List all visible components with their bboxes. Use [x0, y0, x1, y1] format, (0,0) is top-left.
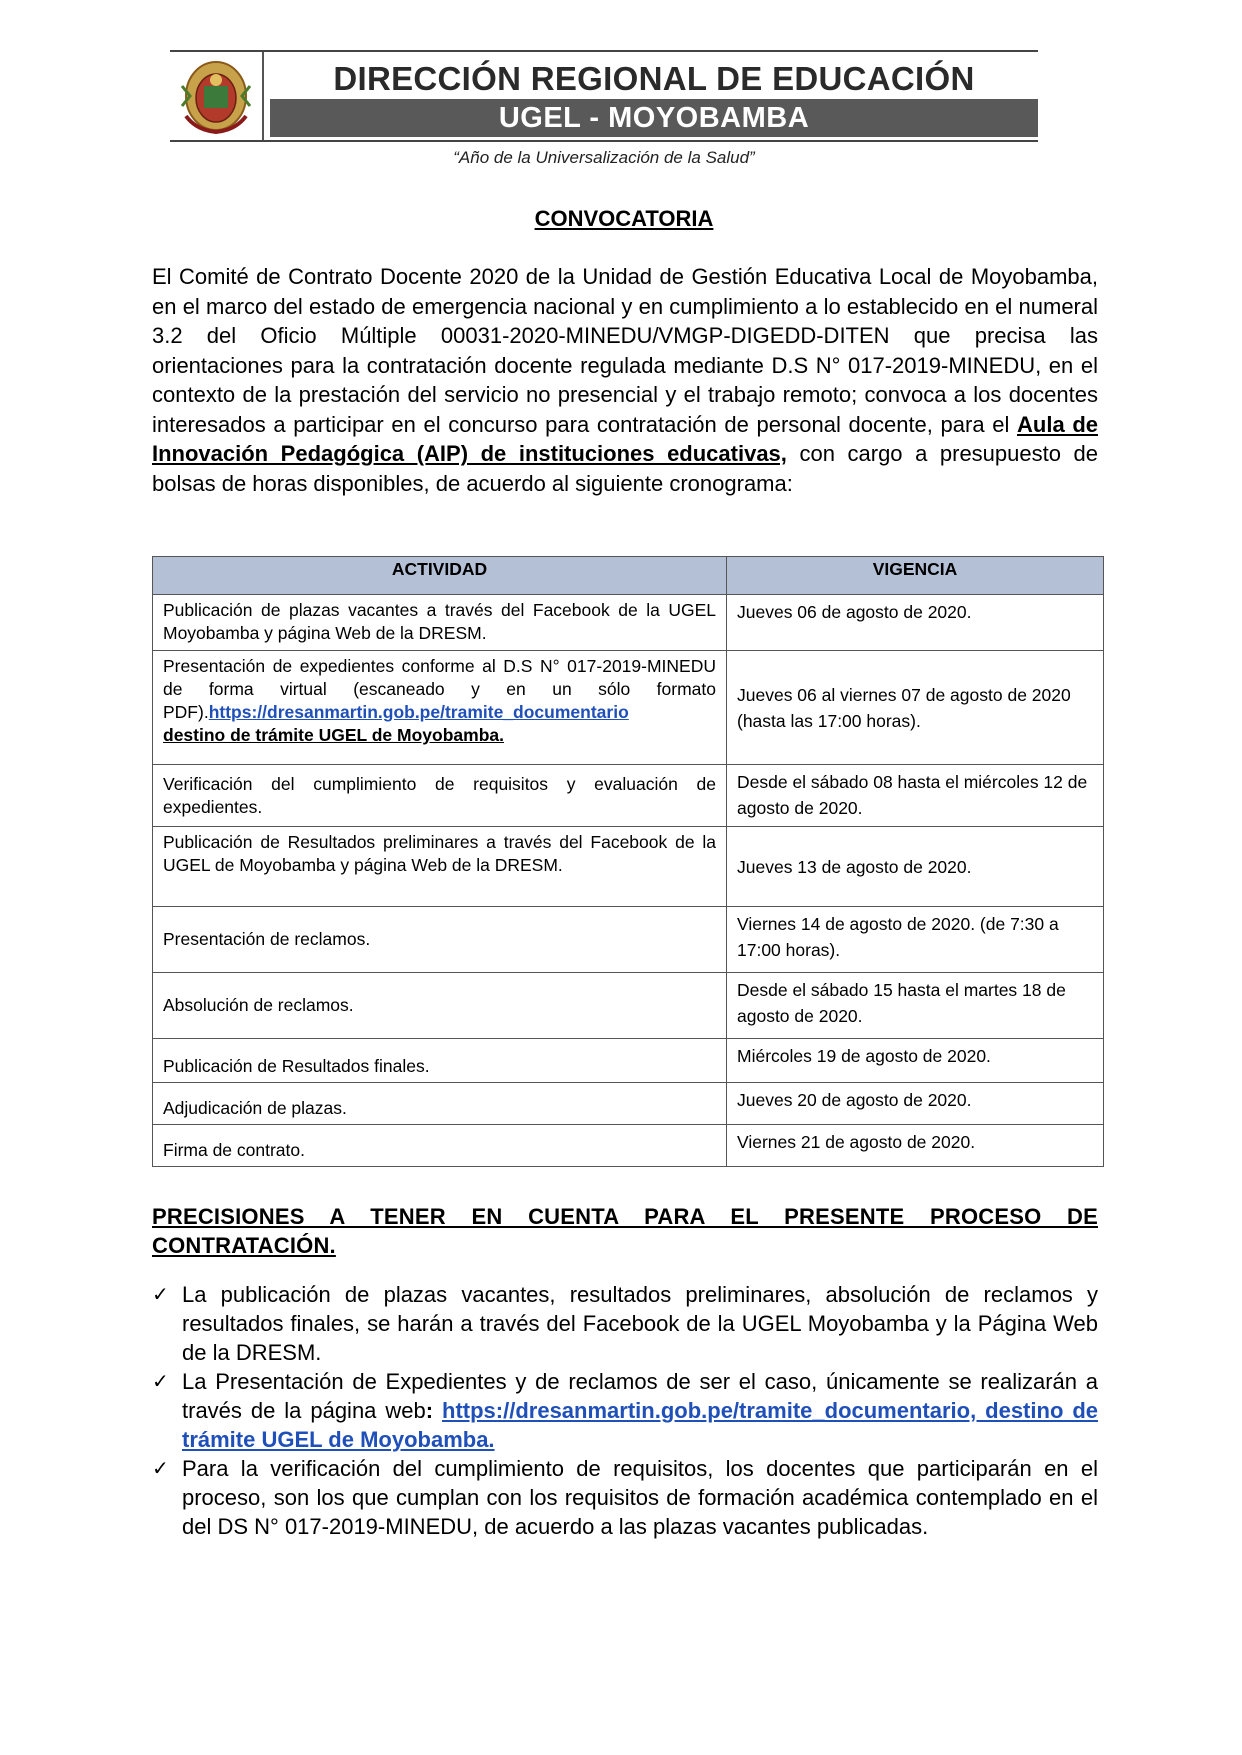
table-row [153, 973, 1104, 1039]
column-header-activity: ACTIVIDAD [153, 557, 727, 595]
letterhead [170, 48, 1038, 140]
schedule-table [152, 556, 1104, 1167]
table-row [153, 1039, 1104, 1083]
activity-cell: Adjudicación de plazas. [153, 1083, 727, 1125]
list-item [152, 1280, 1098, 1367]
header-separator [262, 52, 264, 140]
activity-cell: Firma de contrato. [153, 1125, 727, 1167]
check-mark-icon: ✓ [152, 1456, 169, 1480]
intro-paragraph [152, 262, 1098, 498]
table-row [153, 907, 1104, 973]
precisiones-list [152, 1280, 1098, 1541]
institution-title: DIRECCIÓN REGIONAL DE EDUCACIÓN [333, 60, 975, 97]
document-title: CONVOCATORIA [534, 206, 714, 231]
activity-cell: Publicación de Resultados preliminares a través del Facebook de la UGEL de Moyobamba y página Web de la DRESM. [153, 827, 727, 907]
table-row [153, 1125, 1104, 1167]
table-row [153, 595, 1104, 651]
table-row [153, 1083, 1104, 1125]
tramite-link[interactable]: https://dresanmartin.gob.pe/tramite_documentario [208, 702, 629, 722]
period-cell: Jueves 20 de agosto de 2020. [727, 1083, 1104, 1125]
activity-cell: Publicación de plazas vacantes a través del Facebook de la UGEL Moyobamba y página Web de la DRESM. [153, 595, 727, 651]
check-mark-icon: ✓ [152, 1369, 169, 1393]
column-header-period: VIGENCIA [727, 557, 1104, 595]
intro-text-1: El Comité de Contrato Docente 2020 de la Unidad de Gestión Educativa Local de Moyobamba, en el marco del estado de emergencia nacional y en cumplimiento a lo establecido en el numeral 3.2 del Oficio Múltiple 00031-2020-MINEDU/VMGP-DIGEDD-DITEN que precisa las orientaciones para la contratación docente regulada mediante D.S N° 017-2019-MINEDU, en el contexto de la prestación del servicio no presencial y el trabajo remoto; convoca a los docentes interesados a participar en el concurso para contratación de personal docente, para el [152, 264, 1098, 437]
institution-subtitle: UGEL - MOYOBAMBA [498, 102, 810, 134]
regional-crest-icon [176, 56, 256, 136]
tramite-link-2[interactable]: https://dresanmartin.gob.pe/tramite_documentario, destino de trámite UGEL de Moyobamba. [182, 1398, 1099, 1452]
period-cell: Viernes 21 de agosto de 2020. [727, 1125, 1104, 1167]
period-cell: Viernes 14 de agosto de 2020. (de 7:30 a 17:00 horas). [727, 907, 1104, 973]
period-cell: Miércoles 19 de agosto de 2020. [727, 1039, 1104, 1083]
list-item-text: La publicación de plazas vacantes, resultados preliminares, absolución de reclamos y resultados finales, se harán a través del Facebook de la UGEL Moyobamba y la Página Web de la DRESM. [182, 1282, 1098, 1365]
period-cell: Jueves 06 de agosto de 2020. [727, 595, 1104, 651]
activity-cell: Verificación del cumplimiento de requisitos y evaluación de expedientes. [153, 765, 727, 827]
activity-cell: Absolución de reclamos. [153, 973, 727, 1039]
precisiones-heading: PRECISIONES A TENER EN CUENTA PARA EL PRESENTE PROCESO DE CONTRATACIÓN. [152, 1204, 1098, 1258]
table-header-row [153, 557, 1104, 595]
check-mark-icon: ✓ [152, 1282, 169, 1306]
activity-destination: destino de trámite UGEL de Moyobamba. [163, 725, 504, 745]
intro-text-2: con cargo a presupuesto de bolsas de horas disponibles, de acuerdo al siguiente cronograma: [152, 441, 1098, 496]
header-top-rule [170, 50, 1038, 52]
list-item-text: Para la verificación del cumplimiento de requisitos, los docentes que participarán en el proceso, son los que cumplan con los requisitos de formación académica contemplado en el del DS N° 017-2019-MINEDU, de acuerdo a las plazas vacantes publicadas. [182, 1456, 1098, 1539]
activity-cell [153, 651, 727, 765]
table-row [153, 827, 1104, 907]
activity-text: Presentación de expedientes conforme al D.S N° 017-2019-MINEDU de forma virtual (escaneado y en un sólo formato PDF). [163, 656, 716, 722]
list-item-colon: : [425, 1398, 434, 1423]
list-item [152, 1367, 1098, 1454]
period-cell: Desde el sábado 15 hasta el martes 18 de agosto de 2020. [727, 973, 1104, 1039]
list-item [152, 1454, 1098, 1541]
list-item-text: La Presentación de Expedientes y de reclamos de ser el caso, únicamente se realizarán a través de la página web [182, 1369, 1098, 1423]
header-bottom-rule [170, 140, 1038, 142]
period-cell: Jueves 13 de agosto de 2020. [727, 827, 1104, 907]
activity-cell: Presentación de reclamos. [153, 907, 727, 973]
activity-cell: Publicación de Resultados finales. [153, 1039, 727, 1083]
table-row [153, 651, 1104, 765]
year-motto: “Año de la Universalización de la Salud” [453, 148, 755, 167]
period-cell: Jueves 06 al viernes 07 de agosto de 2020 (hasta las 17:00 horas). [727, 651, 1104, 765]
intro-highlight: Aula de Innovación Pedagógica (AIP) de instituciones educativas, [152, 411, 1098, 466]
period-cell: Desde el sábado 08 hasta el miércoles 12 de agosto de 2020. [727, 765, 1104, 827]
table-row [153, 765, 1104, 827]
